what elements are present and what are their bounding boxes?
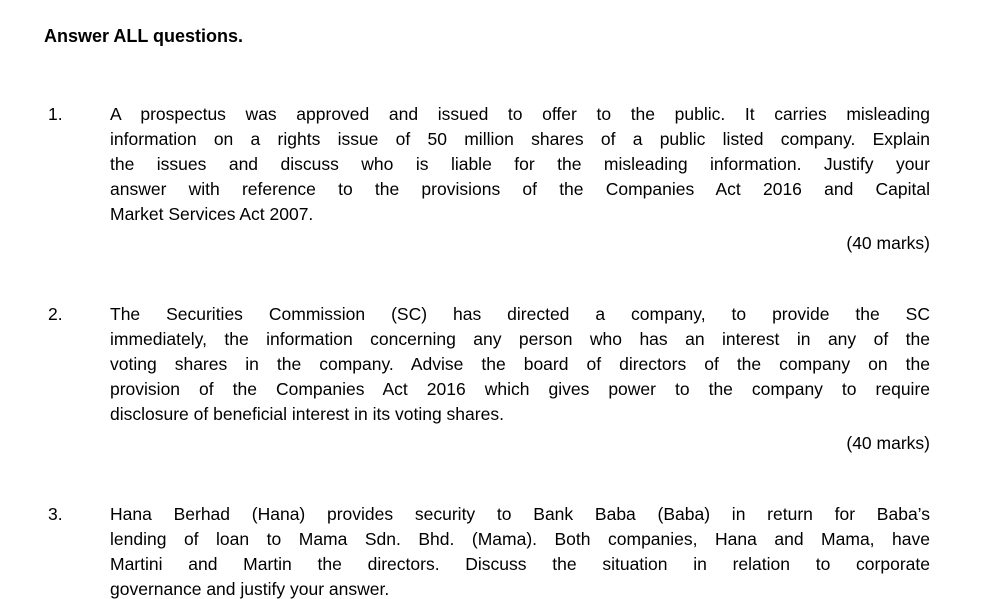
question-1	[0, 102, 981, 256]
question-2	[0, 302, 981, 456]
question-3-number: 3.	[48, 504, 63, 524]
question-1-body	[110, 102, 930, 256]
question-3-text-line: lending of loan to Mama Sdn. Bhd. (Mama). Both companies, Hana and Mama, have	[110, 529, 930, 549]
question-1-text-line: A prospectus was approved and issued to offer to the public. It carries misleading	[110, 104, 930, 124]
question-3	[0, 502, 981, 599]
question-3-text-line: governance and justify your answer.	[110, 579, 390, 599]
question-1-number: 1.	[48, 104, 63, 124]
question-1-text-line: answer with reference to the provisions of the Companies Act 2016 and Capital	[110, 179, 930, 199]
question-3-text-line: Martini and Martin the directors. Discuss the situation in relation to corporate	[110, 554, 930, 574]
question-2-number: 2.	[48, 304, 63, 324]
question-3-body	[110, 502, 930, 599]
question-2-text-line: disclosure of beneficial interest in its voting shares.	[110, 404, 504, 424]
question-1-text-line: the issues and discuss who is liable for the misleading information. Justify your	[110, 154, 930, 174]
question-2-text-line: voting shares in the company. Advise the board of directors of the company on the	[110, 354, 930, 374]
question-2-marks-label: (40 marks)	[846, 433, 930, 453]
question-3-text-line: Hana Berhad (Hana) provides security to Bank Baba (Baba) in return for Baba’s	[110, 504, 930, 524]
question-1-text-line: information on a rights issue of 50 million shares of a public listed company. Explain	[110, 129, 930, 149]
instructions-heading: Answer ALL questions.	[44, 26, 244, 46]
question-1-text-line: Market Services Act 2007.	[110, 204, 314, 224]
question-2-body	[110, 302, 930, 456]
question-2-text-line: The Securities Commission (SC) has directed a company, to provide the SC	[110, 304, 930, 324]
question-2-text-line: provision of the Companies Act 2016 which gives power to the company to require	[110, 379, 930, 399]
question-2-text-line: immediately, the information concerning any person who has an interest in any of the	[110, 329, 930, 349]
question-1-marks-label: (40 marks)	[846, 233, 930, 253]
